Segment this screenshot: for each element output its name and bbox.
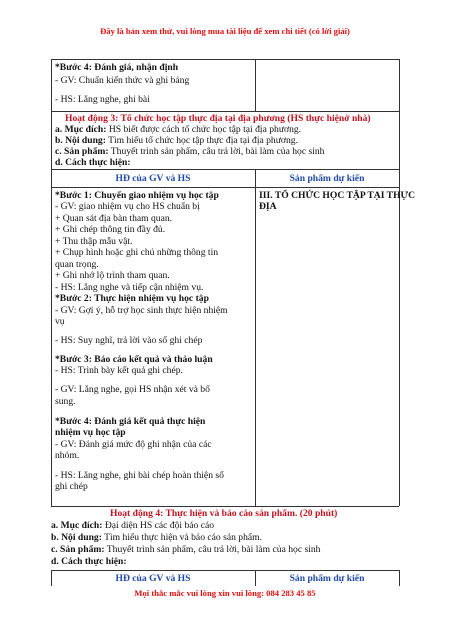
step4-title: *Bước 4: Đánh giá, nhận định [55,62,179,73]
column-header-products: Sản phẩm dự kiến [289,173,365,184]
table-border [51,169,399,170]
step-heading: *Bước 3: Báo cáo kết quả và thảo luận [55,354,213,365]
step-heading: *Bước 4: Đánh giá kết quả thực hiện [55,416,206,427]
step-line: - HS: Lắng nghe và tiếp cận nhiệm vụ. [55,282,204,293]
step-line: - HS: Lắng nghe, ghi bài chép hoàn thiện số [55,470,224,481]
table-border [51,187,399,188]
step-heading: *Bước 1: Chuyển giao nhiệm vụ học tập [55,190,219,201]
step-line: - GV: Đánh giá mức độ ghi nhận của các [55,439,212,450]
activity3-title: Hoạt động 3: Tổ chức học tập thực địa tại địa phương (HS thực hiệnở nhà) [65,113,371,124]
activity4-method: d. Cách thực hiện: [51,556,127,567]
column-header-activities: HĐ của GV và HS [115,573,191,584]
preview-banner: Đây là bản xem thử, vui lòng mua tài liệu để xem chi tiết (có lời giải) [100,26,350,36]
table-border [51,111,399,112]
step-heading: nhiệm vụ học tập [55,427,126,438]
step-line: - GV: giao nhiệm vụ cho HS chuẩn bị [55,201,200,212]
activity3-product: c. Sản phẩm: Thuyết trình sản phẩm, câu trả lời, bài làm của học sinh [55,146,325,157]
table-border [51,59,52,506]
table-border [255,169,256,506]
step4-line: - HS: Lắng nghe, ghi bài [55,94,150,105]
step-line: ghi chép [55,481,88,492]
step-line: + Quan sát địa bàn tham quan. [55,213,173,224]
step-line: - HS: Trình bày kết quả ghi chép. [55,365,183,376]
table-border [399,59,400,506]
step-line: sung. [55,396,76,407]
step-line: + Thu thập mẫu vật. [55,236,133,247]
step-line: - GV: Lắng nghe, gọi HS nhận xét và bổ [55,384,210,395]
activity3-method: d. Cách thực hiện: [55,157,131,168]
step4-line: - GV: Chuẩn kiến thức và ghi bảng [55,75,190,86]
activity3-goal: a. Mục đích: HS biết được cách tổ chức học tập tại địa phương. [55,124,302,135]
step-line: - HS: Suy nghĩ, trả lời vào sổ ghi chép [55,335,203,346]
contact-banner: Mọi thắc mắc vui lòng xin vui lòng: 084 283 45 85 [134,588,316,598]
table-border [51,570,399,571]
table-border [399,570,400,586]
section-heading: III. TỔ CHỨC HỌC TẬP TẠI THỰC [259,190,416,201]
step-heading: *Bước 2: Thực hiện nhiệm vụ học tập [55,293,209,304]
step-line: - GV: Gợi ý, hỗ trợ học sinh thực hiện nhiệm [55,305,228,316]
activity3-content: b. Nội dung: Tìm hiểu tổ chức học tập thực địa tại địa phương. [55,135,298,146]
activity4-product: c. Sản phẩm: Thuyết trình sản phẩm, câu trả lời, bài làm của học sinh [51,544,321,555]
table-border [255,59,256,111]
step-line: + Ghi nhớ lộ trình tham quan. [55,270,170,281]
table-border [51,506,399,507]
activity4-goal: a. Mục đích: Đại diện HS các đội báo cáo [51,520,215,531]
table-border [51,59,399,60]
column-header-activities: HĐ của GV và HS [115,173,191,184]
step-line: + Ghi chép thông tin đầy đủ. [55,224,166,235]
column-header-products: Sản phẩm dự kiến [289,573,365,584]
activity4-title: Hoạt động 4: Thực hiện và báo cáo sản phẩm. (20 phút) [110,508,338,519]
step-line: + Chụp hình hoặc ghi chú những thông tin [55,247,219,258]
step-line: nhóm. [55,450,80,461]
activity4-content: b. Nội dung: Tìm hiểu thực hiện và báo cáo sản phẩm. [51,532,262,543]
step-line: vụ [55,316,65,327]
step-line: quan trọng. [55,259,99,270]
section-heading: ĐỊA [259,201,277,212]
